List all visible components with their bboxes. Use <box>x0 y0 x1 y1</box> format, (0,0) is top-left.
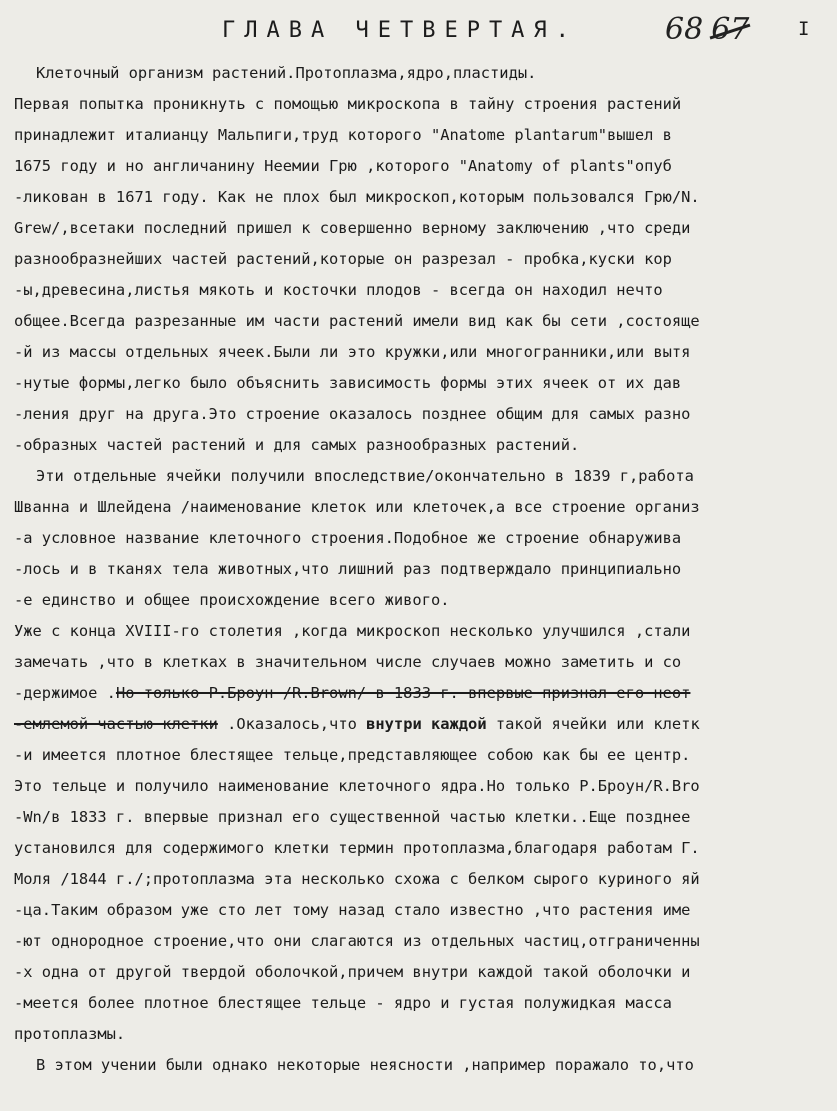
text-line: -ы,древесина,листья мякоть и косточки плодов - всегда он находил нечто <box>14 281 663 299</box>
text-line: протоплазмы. <box>14 1025 126 1043</box>
chapter-title: ГЛАВА ЧЕТВЕРТАЯ. <box>222 18 578 43</box>
text-line: замечать ,что в клетках в значительном числе случаев можно заметить и со <box>14 653 682 671</box>
text-line: -и имеется плотное блестящее тельце,представляющее собою как бы ее центр. <box>14 746 691 764</box>
text-line: Моля /1844 г./;протоплазма эта несколько схожа с белком сырого куриного яй <box>14 870 700 888</box>
text-line: Уже с конца XVIII-го столетия ,когда микроскоп несколько улучшился ,стали <box>14 622 691 640</box>
text-line: Это тельце и получило наименование клеточного ядра.Но только Р.Броун/R.Bro <box>14 777 700 795</box>
text-line: -ления друг на друга.Это строение оказалось позднее общим для самых разно <box>14 405 691 423</box>
text-line: -ликован в 1671 году. Как не плох был микроскоп,которым пользовался Грю/N. <box>14 188 700 206</box>
page-header <box>0 12 837 58</box>
paragraph-3 <box>14 616 834 1050</box>
struck-text: Но только Р.Броун /R.Brown/ в 1833 г. впервые признал его неот <box>115 684 691 702</box>
text-line: -лось и в тканях тела животных,что лишний раз подтверждало принципиально <box>14 560 682 578</box>
text-line: Первая попытка проникнуть с помощью микроскопа в тайну строения растений <box>14 95 682 113</box>
paragraph-1 <box>14 89 834 461</box>
text-line: -й из массы отдельных ячеек.Были ли это кружки,или многогранники,или вытя <box>14 343 691 361</box>
text-line: -ют однородное строение,что они слагаются из отдельных частиц,отграниченны <box>14 932 700 950</box>
text-line: -меется более плотное блестящее тельце - ядро и густая полужидкая масса <box>14 994 672 1012</box>
text-line: -образных частей растений и для самых разнообразных растений. <box>14 436 580 454</box>
paragraph-2 <box>14 461 834 616</box>
text-line <box>14 709 834 740</box>
text-line: -Wn/в 1833 г. впервые признал его существенной частью клетки..Еще позднее <box>14 808 691 826</box>
text-line: установился для содержимого клетки термин протоплазма,благодаря работам Г. <box>14 839 700 857</box>
handwritten-page-number <box>665 12 749 47</box>
text-line: принадлежит италианцу Мальпиги,труд которого "Anatome plantarum"вышел в <box>14 126 672 144</box>
text-line <box>14 678 834 709</box>
roman-numeral: I <box>798 18 810 40</box>
text-line: В этом учении были однако некоторые неясности ,например поражало то,что <box>36 1056 694 1074</box>
text-segment: .Оказалось,что <box>217 715 367 733</box>
text-line: разнообразнейших частей растений,которые он разрезал - пробка,куски кор <box>14 250 672 268</box>
text-line: -е единство и общее происхождение всего живого. <box>14 591 450 609</box>
document-body <box>14 58 834 1081</box>
text-line: Grew/,всетаки последний пришел к совершенно верному заключению ,что среди <box>14 219 691 237</box>
text-segment: -держимое . <box>14 684 116 702</box>
text-line: общее.Всегда разрезанные им части растений имели вид как бы сети ,состояще <box>14 312 700 330</box>
text-line: -ца.Таким образом уже сто лет тому назад стало известно ,что растения име <box>14 901 691 919</box>
page-number-struck: 67 <box>711 12 750 47</box>
chapter-subtitle: Клеточный организм растений.Протоплазма,ядро,пластиды. <box>36 64 537 82</box>
text-line: -нутые формы,легко было объяснить зависимость формы этих ячеек от их дав <box>14 374 682 392</box>
text-segment: такой ячейки или клетк <box>486 715 700 733</box>
text-line: 1675 году и но англичанину Неемии Грю ,которого "Anatomy of plants"опуб <box>14 157 672 175</box>
overtyped-text: внутри каждой <box>366 715 487 733</box>
page-number: 68 <box>665 12 704 47</box>
text-line: -х одна от другой твердой оболочкой,причем внутри каждой такой оболочки и <box>14 963 691 981</box>
paragraph-4 <box>14 1050 834 1081</box>
struck-text: -емлемой частью клетки <box>14 715 218 733</box>
text-line: Эти отдельные ячейки получили впоследствие/окончательно в 1839 г,работа <box>36 467 694 485</box>
text-line: -а условное название клеточного строения.Подобное же строение обнаружива <box>14 529 682 547</box>
text-line: Шванна и Шлейдена /наименование клеток или клеточек,а все строение организ <box>14 498 700 516</box>
